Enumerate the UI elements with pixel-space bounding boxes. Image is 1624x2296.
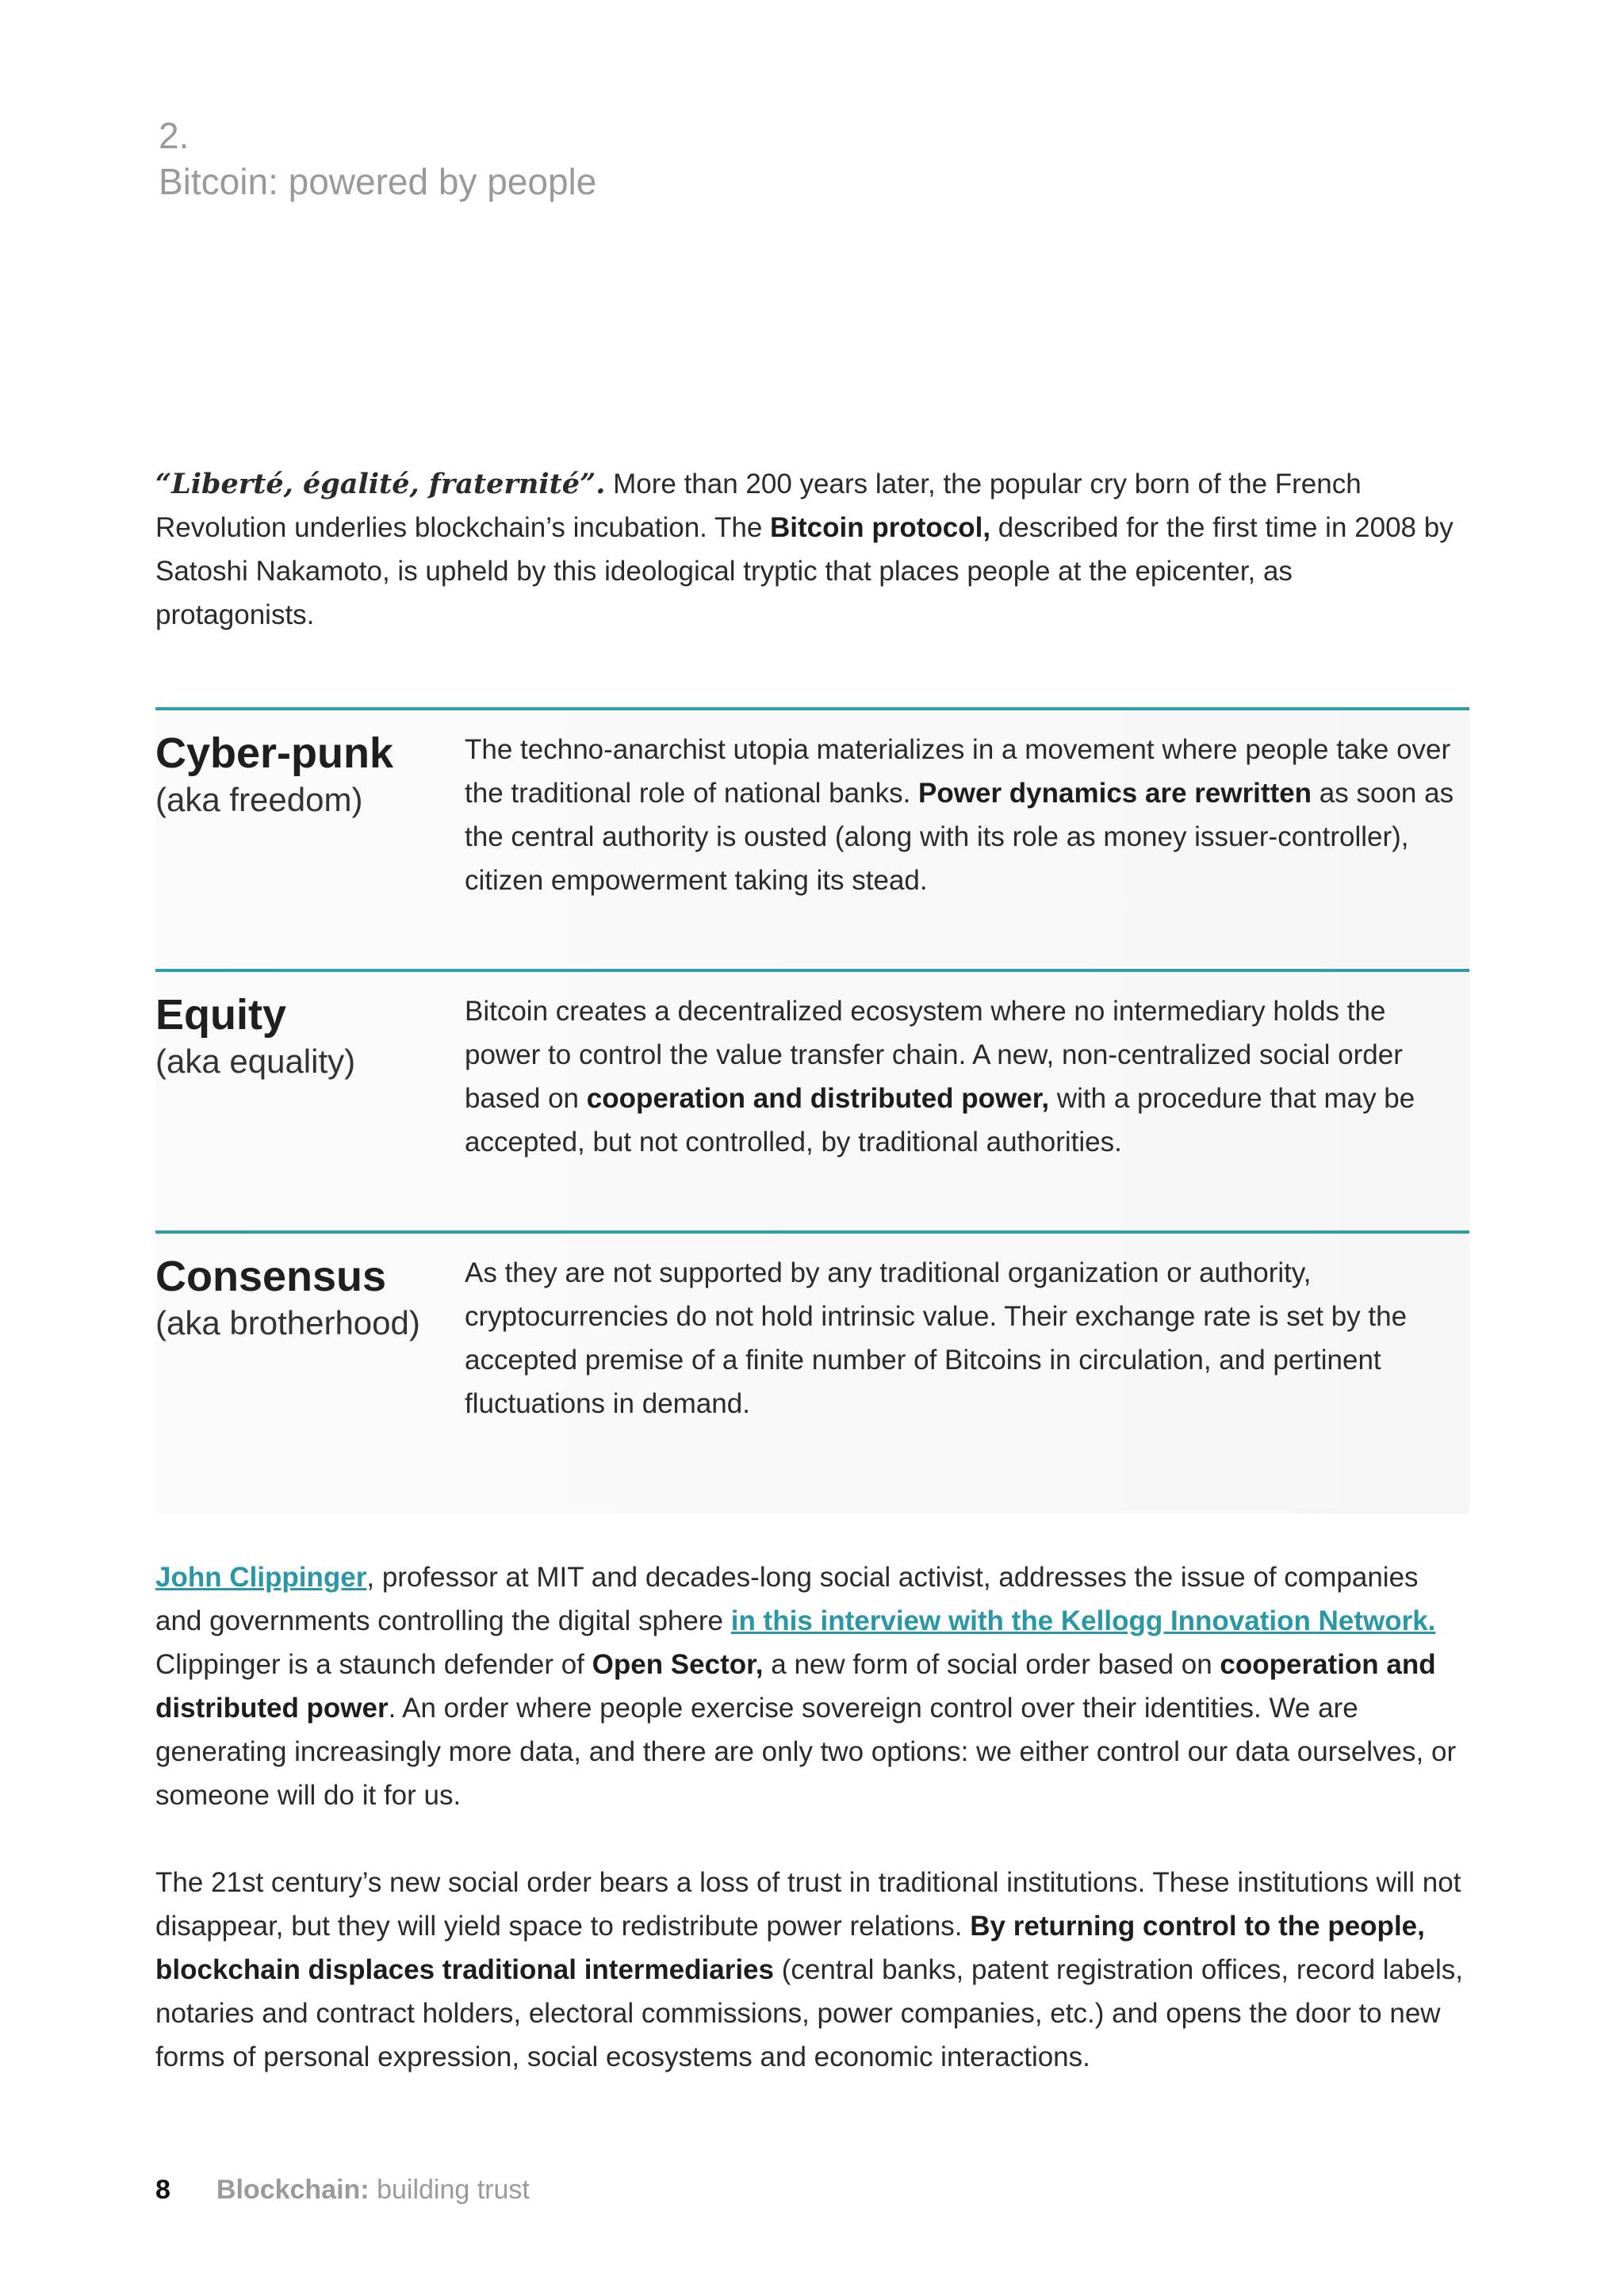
pillar-name: Cyber-punk xyxy=(155,729,394,777)
intro-paragraph xyxy=(155,462,1456,637)
publication-title: Blockchain: xyxy=(216,2175,370,2205)
paragraph-text: . An order where people exercise sovereign control over their identities. We are generating increasingly more data, and there are only two options: we either control our data ourselves, or someone will do it for us. xyxy=(155,1693,1457,1811)
pillar-aka: (aka equality) xyxy=(155,1043,356,1080)
paragraph-text: , professor at MIT and decades-long social activist, addresses the issue of companies and governments controlling the digital sphere xyxy=(155,1562,1419,1636)
pillar-name: Equity xyxy=(155,991,287,1039)
pillar-text: The techno-anarchist utopia materializes in a movement where people take over the traditional role of national banks. xyxy=(465,734,1451,809)
pillar-aka: (aka brotherhood) xyxy=(155,1304,420,1341)
page-footer xyxy=(155,2172,530,2207)
pillar-description xyxy=(465,728,1468,902)
intro-text-end: described for the first time in 2008 by Satoshi Nakamoto, is upheld by this ideological tryptic that places people at the epicenter, as protagonists. xyxy=(155,512,1454,630)
paragraph-text: a new form of social order based on xyxy=(763,1649,1220,1680)
pillar-bold: Power dynamics are rewritten xyxy=(918,778,1312,809)
pillar-text-end: with a procedure that may be accepted, but not controlled, by traditional authorities. xyxy=(465,1083,1415,1158)
pillar-description xyxy=(465,1251,1468,1425)
pillar-aka: (aka freedom) xyxy=(155,781,363,818)
pillar-name: Consensus xyxy=(155,1253,387,1300)
pillar-text: Bitcoin creates a decentralized ecosystem where no intermediary holds the power to control the value transfer chain. A new, non-centralized social order based on xyxy=(465,996,1403,1114)
pillar-description xyxy=(465,989,1468,1164)
pillars-panel xyxy=(155,707,1469,1513)
section-number: 2. xyxy=(159,115,190,156)
paragraph-bold: By returning control to the people, blockchain displaces traditional intermediaries xyxy=(155,1911,1425,1985)
intro-text: More than 200 years later, the popular cry born of the French Revolution underlies blockchain’s incubation. The xyxy=(155,469,1362,543)
john-clippinger-link[interactable]: John Clippinger xyxy=(155,1562,367,1593)
paragraph-text: (central banks, patent registration offices, record labels, notaries and contract holders, electoral commissions, power companies, etc.) and opens the door to new forms of personal expression, social ecosystems and economic interactions. xyxy=(155,1954,1463,2072)
intro-bold: Bitcoin protocol, xyxy=(770,512,991,543)
publication-subtitle: building trust xyxy=(369,2175,530,2205)
section-title: Bitcoin: powered by people xyxy=(159,161,597,202)
pillar-equity xyxy=(155,969,1469,1158)
interview-link[interactable]: in this interview with the Kellogg Innovation Network. xyxy=(730,1605,1436,1636)
pillar-cyberpunk xyxy=(155,707,1469,896)
paragraph-text: The 21st century’s new social order bears a loss of trust in traditional institutions. These institutions will not disappear, but they will yield space to redistribute power relations. xyxy=(155,1867,1461,1942)
paragraph-bold: Open Sector, xyxy=(592,1649,764,1680)
pillar-text-end: as soon as the central authority is ousted (along with its role as money issuer-controller), citizen empowerment taking its stead. xyxy=(465,778,1454,896)
intro-quote: “Liberté, égalité, fraternité”. xyxy=(155,468,606,500)
pillar-consensus xyxy=(155,1230,1469,1419)
clippinger-paragraph xyxy=(155,1556,1472,1817)
pillar-bold: cooperation and distributed power, xyxy=(586,1083,1050,1114)
page-number: 8 xyxy=(155,2175,170,2205)
section-heading xyxy=(159,113,596,205)
pillar-text: As they are not supported by any traditional organization or authority, cryptocurrencies do not hold intrinsic value. Their exchange rate is set by the accepted premise of a finite number of Bitcoins in circulation, and pertinent fluctuations in demand. xyxy=(465,1257,1408,1419)
paragraph-bold: cooperation and distributed power xyxy=(155,1649,1436,1724)
social-order-paragraph xyxy=(155,1861,1472,2079)
paragraph-text: Clippinger is a staunch defender of xyxy=(155,1649,592,1680)
